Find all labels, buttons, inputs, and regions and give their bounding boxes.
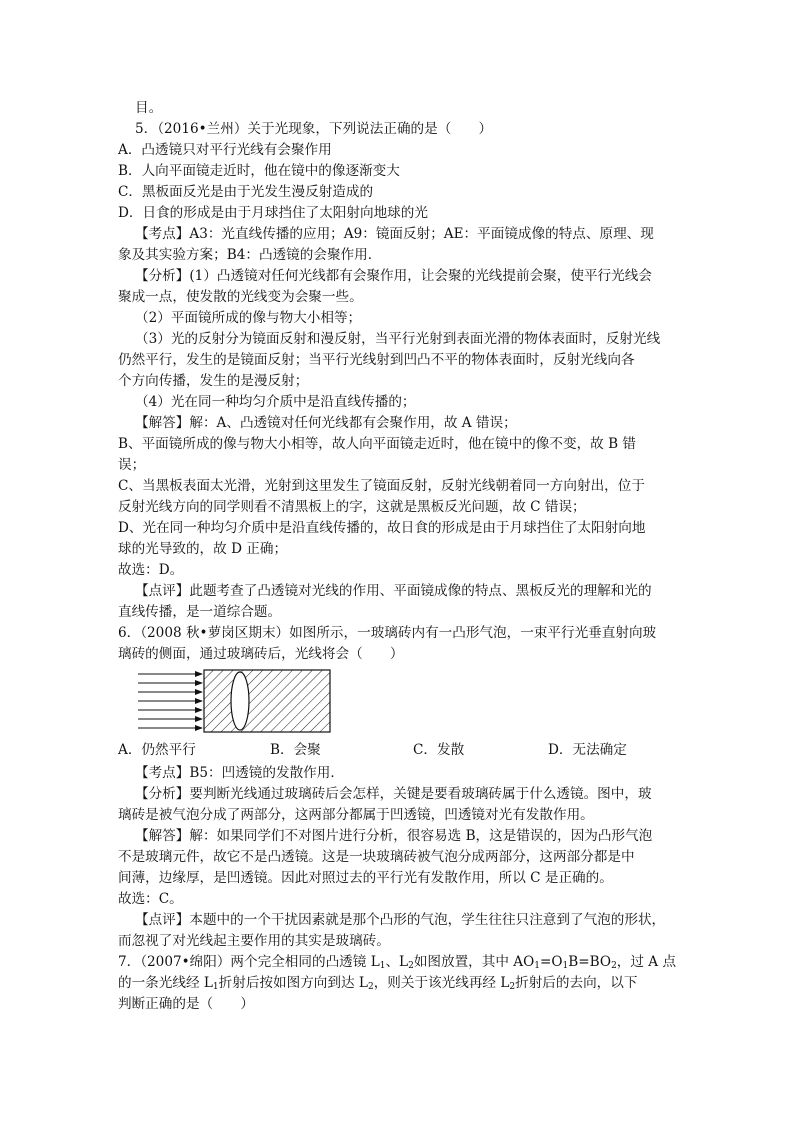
q7-text: 的一条光线经 L (118, 975, 213, 991)
solution-line: B、平面镜所成的像与物大小相等，故人向平面镜走近时，他在镜中的像不变，故 B 错 (118, 436, 636, 452)
question-7-stem (118, 973, 637, 993)
subscript: 2 (367, 982, 374, 992)
solution-line: 间薄，边缘厚，是凹透镜。因此对照过去的平行光有发散作用，所以 C 是正确的。 (118, 870, 613, 886)
solution-line: 不是玻璃元件，故它不是凸透镜。这是一块玻璃砖被气泡分成两部分，这两部分都是中 (118, 849, 635, 865)
subscript: 1 (212, 982, 219, 992)
q7-text: 如图放置，其中 AO (413, 954, 535, 970)
subscript: 2 (611, 961, 617, 971)
answer-line: 故选：C。 (118, 891, 183, 907)
solution-line: 误； (118, 457, 146, 473)
comment-line: 而忽视了对光线起主要作用的其实是玻璃砖。 (118, 933, 390, 949)
question-5-option-c: C．黑板面反光是由于光发生漫反射造成的 (118, 184, 374, 200)
air-bubble (231, 672, 249, 730)
text-line: 目。 (135, 100, 163, 116)
analysis-line: （4）光在同一种均匀介质中是沿直线传播的； (135, 394, 416, 410)
analysis-line: 仍然平行，发生的是镜面反射；当平行光线射到凹凸不平的物体表面时，反射光线向各 (118, 352, 635, 368)
glass-brick (204, 670, 330, 732)
question-7-stem (118, 952, 676, 972)
question-6-option-c: C．发散 (413, 742, 465, 758)
analysis-line: 个方向传播，发生的是漫反射； (118, 373, 309, 389)
solution-line: 反射光线方向的同学则看不清黑板上的字，这就是黑板反光问题，故 C 错误； (118, 499, 586, 515)
q7-text: 、L (385, 954, 409, 970)
subscript: 2 (408, 961, 414, 971)
kaodian-line: 【考点】A3：光直线传播的应用；A9：镜面反射；AE：平面镜成像的特点、原理、现 (135, 226, 654, 242)
q7-text: 折射后的去向，以下 (515, 975, 638, 991)
subscript: 1 (534, 961, 540, 971)
question-6-option-a: A．仍然平行 (118, 742, 196, 758)
solution-line: 球的光导致的，故 D 正确； (118, 541, 288, 557)
parallel-light-rays (138, 674, 202, 728)
question-6-stem: 6．（2008 秋•萝岗区期末）如图所示，一玻璃砖内有一凸形气泡，一束平行光垂直射向玻 (118, 625, 657, 641)
q7-text: =O (540, 954, 563, 970)
answer-line: 故选：D。 (118, 562, 184, 578)
question-6-option-b: B．会聚 (270, 742, 321, 758)
solution-line: 【解答】解：A、凸透镜对任何光线都有会聚作用，故 A 错误； (135, 415, 517, 431)
glass-brick-figure (136, 668, 336, 738)
question-5-option-a: A．凸透镜只对平行光线有会聚作用 (118, 142, 332, 158)
analysis-line: 璃砖是被气泡分成了两部分，这两部分都属于凹透镜，凹透镜对光有发散作用。 (118, 807, 594, 823)
question-6-option-d: D．无法确定 (548, 742, 627, 758)
solution-line: 【解答】解：如果同学们不对图片进行分析，很容易选 B，这是错误的，因为凸形气泡 (135, 828, 653, 844)
solution-line: D、光在同一种均匀介质中是沿直线传播的，故日食的形成是由于月球挡住了太阳射向地 (118, 520, 646, 536)
q7-text: B=BO (568, 954, 612, 970)
q7-text: ，则关于该光线再经 L (373, 975, 510, 991)
subscript: 1 (562, 961, 569, 971)
question-6-options (118, 740, 638, 760)
question-5-option-d: D．日食的形成是由于月球挡住了太阳射向地球的光 (118, 205, 428, 221)
solution-line: C、当黑板表面太光滑，光射到这里发生了镜面反射，反射光线朝着同一方向射出，位于 (118, 478, 645, 494)
question-5-option-b: B．人向平面镜走近时，他在镜中的像逐渐变大 (118, 163, 400, 179)
question-5-stem: 5．（2016•兰州）关于光现象，下列说法正确的是（ ） (135, 121, 493, 137)
kaodian-line: 【考点】B5：凹透镜的发散作用． (135, 765, 344, 781)
comment-line: 【点评】本题中的一个干扰因素就是那个凸形的气泡，学生往往只注意到了气泡的形状， (135, 912, 666, 928)
analysis-line: 聚成一点，使发散的光线变为会聚一些。 (118, 289, 363, 305)
q7-text: 折射后按如图方向到达 L (218, 975, 368, 991)
q7-text: 7．（2007•绵阳）两个完全相同的凸透镜 L (118, 954, 380, 970)
analysis-line: 【分析】要判断光线通过玻璃砖后会怎样，关键是要看玻璃砖属于什么透镜。图中，玻 (135, 786, 652, 802)
question-6-stem: 璃砖的侧面，通过玻璃砖后，光线将会（ ） (118, 646, 404, 662)
kaodian-line: 象及其实验方案；B4：凸透镜的会聚作用． (118, 247, 382, 263)
subscript: 1 (379, 961, 386, 971)
analysis-line: （2）平面镜所成的像与物大小相等； (135, 310, 362, 326)
comment-line: 【点评】此题考查了凸透镜对光线的作用、平面镜成像的特点、黑板反光的理解和光的 (135, 583, 652, 599)
comment-line: 直线传播，是一道综合题。 (118, 604, 282, 620)
subscript: 2 (509, 982, 516, 992)
analysis-line: （3）光的反射分为镜面反射和漫反射，当平行光射到表面光滑的物体表面时，反射光线 (135, 331, 661, 347)
question-7-stem: 判断正确的是（ ） (118, 996, 254, 1012)
analysis-line: 【分析】(1）凸透镜对任何光线都有会聚作用，让会聚的光线提前会聚，使平行光线会 (135, 268, 652, 284)
q7-text: ，过 A 点 (616, 954, 677, 970)
